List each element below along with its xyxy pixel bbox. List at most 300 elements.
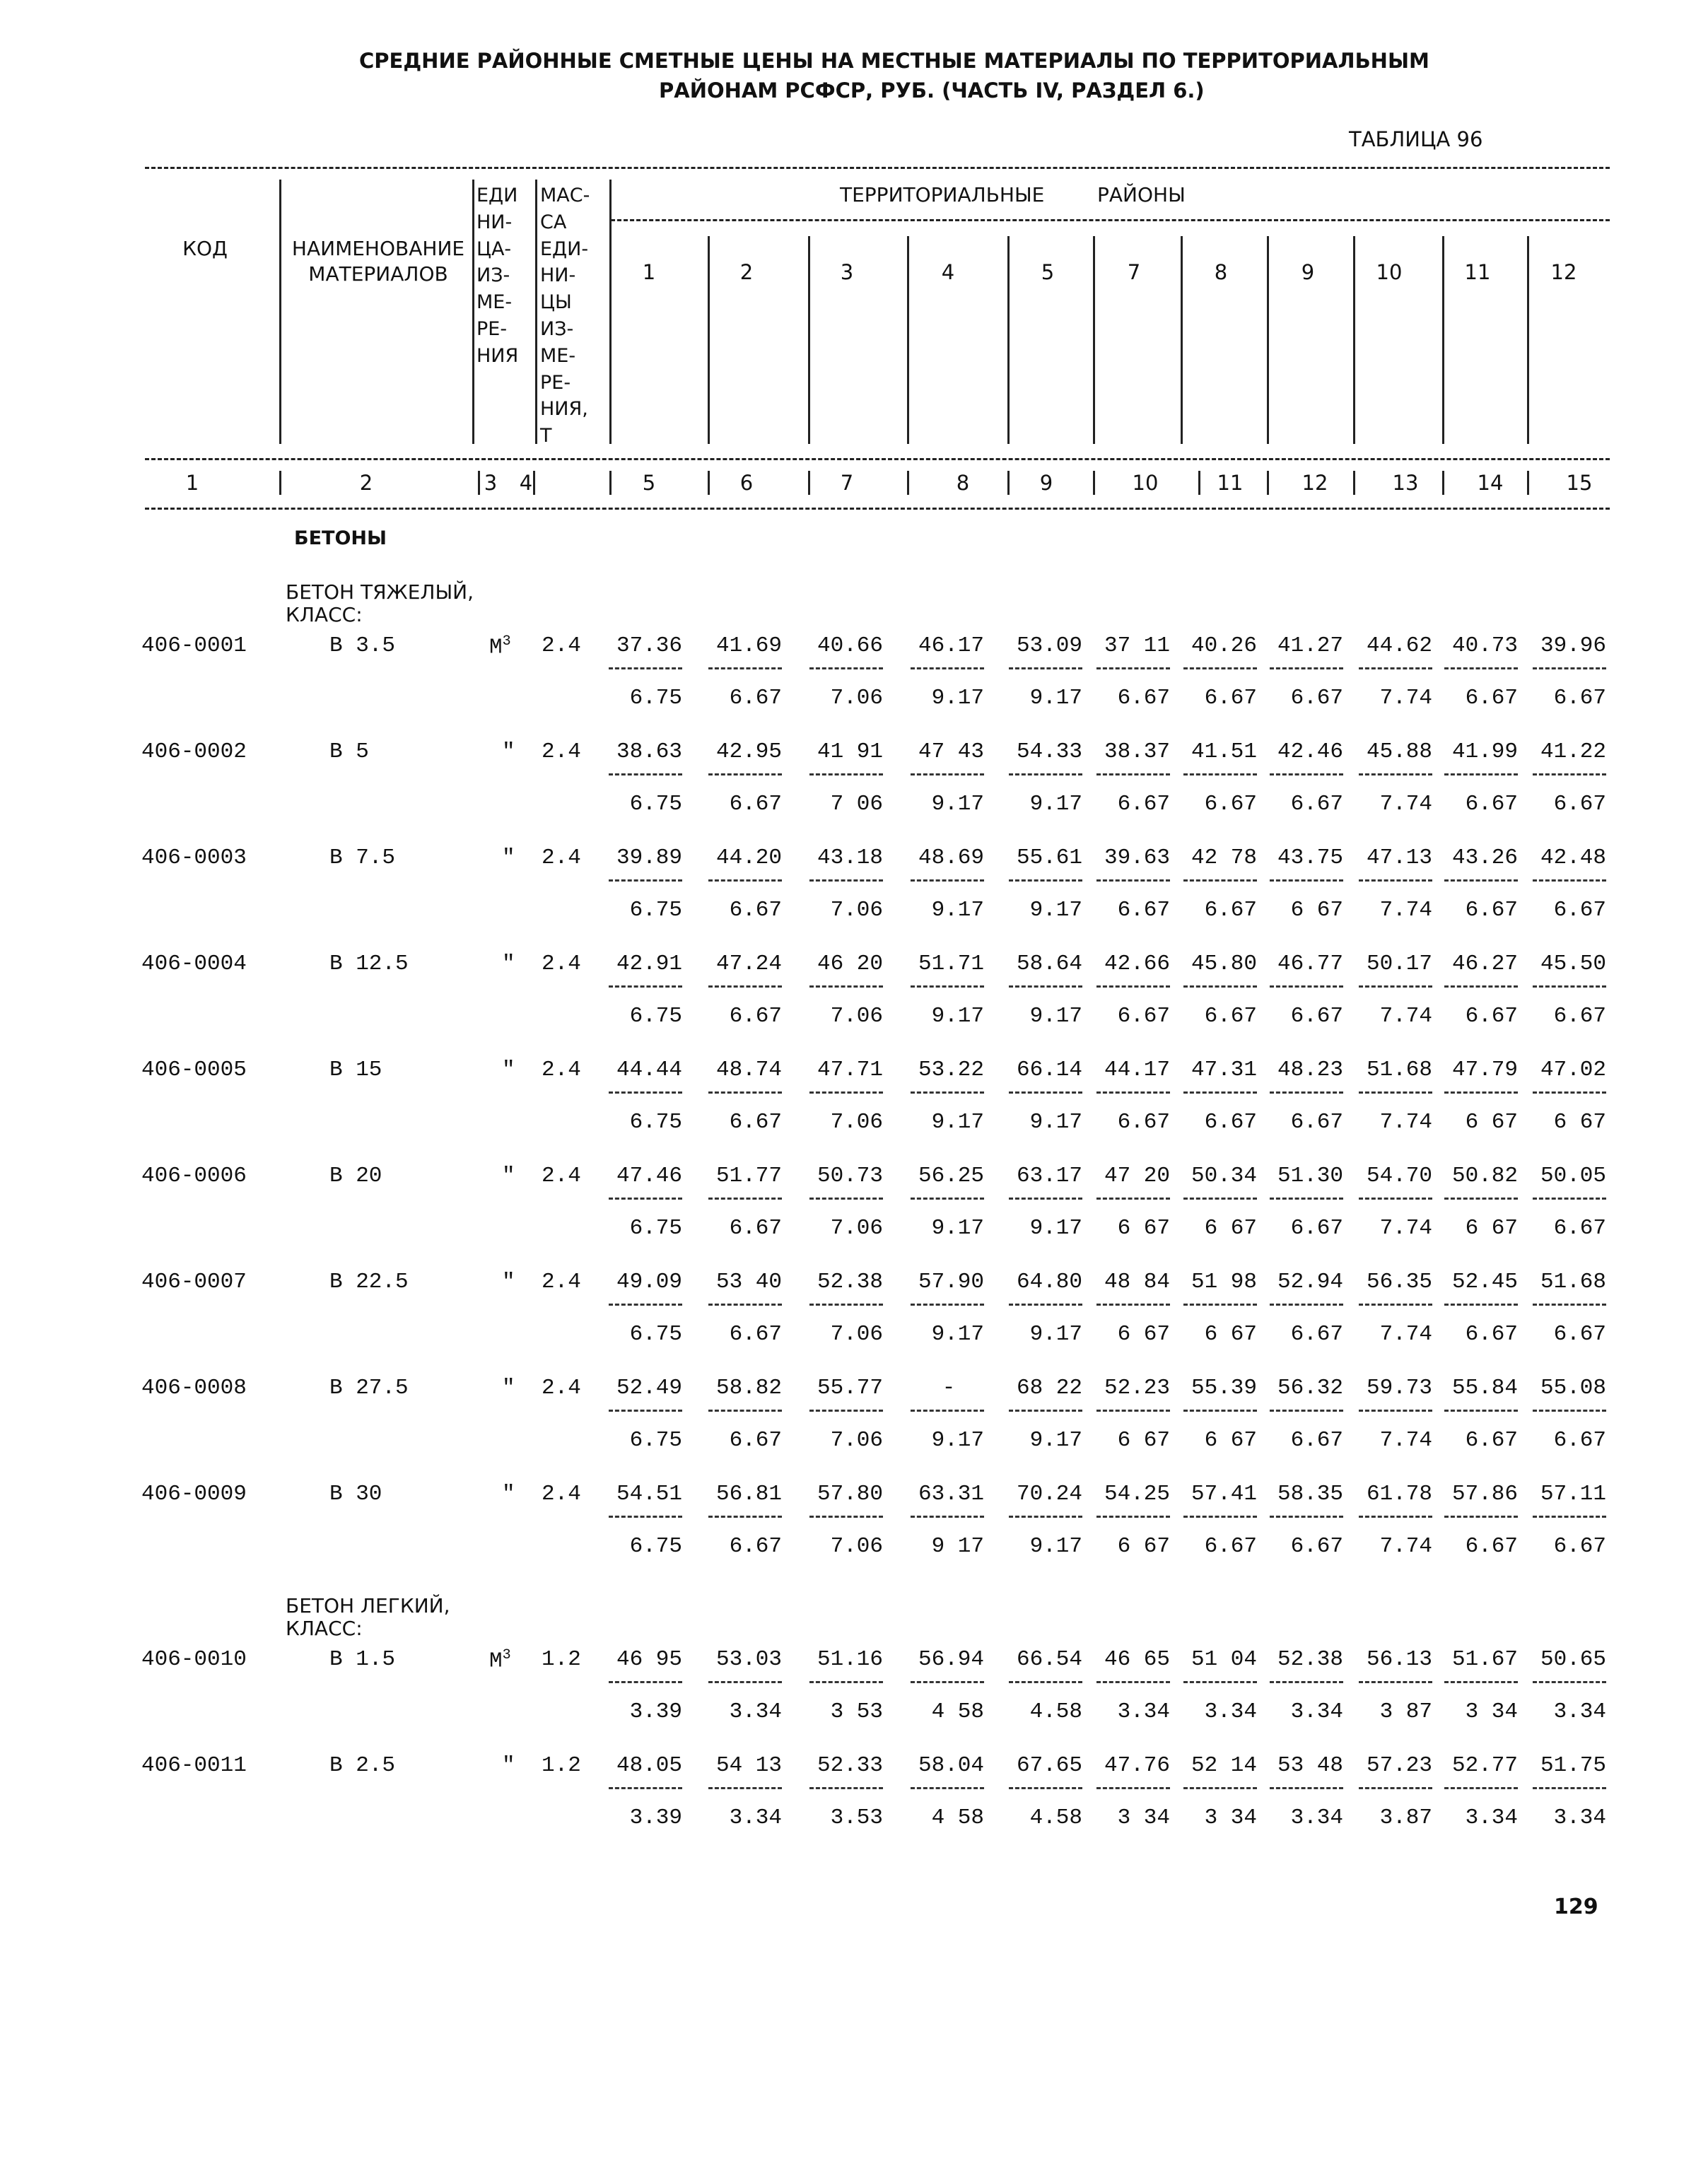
header-top-rule <box>145 167 1610 169</box>
fraction-divider <box>1359 667 1432 669</box>
transport-cost-cell: 9.17 <box>931 1110 984 1135</box>
price-cell: 45.80 <box>1191 952 1257 976</box>
transport-cost-cell: 9.17 <box>1029 1004 1082 1029</box>
unit-mass: 2.4 <box>542 739 581 764</box>
price-cell: 63.17 <box>1016 1164 1082 1188</box>
price-cell: 55.61 <box>1016 845 1082 870</box>
fraction-divider <box>1444 1410 1518 1412</box>
unit-text: " <box>502 845 515 870</box>
fraction-divider <box>911 1198 984 1200</box>
fraction-divider <box>809 879 883 882</box>
price-cell: 47 20 <box>1104 1164 1170 1188</box>
price-cell: 57.90 <box>918 1270 984 1294</box>
transport-cost-cell: 6.67 <box>729 1534 782 1559</box>
transport-cost-cell: 6.67 <box>1465 686 1518 710</box>
fraction-divider <box>809 1787 883 1789</box>
transport-cost-cell: 3.34 <box>1465 1805 1518 1830</box>
price-cell: 41.69 <box>715 633 782 658</box>
column-number-separator <box>808 471 810 495</box>
price-cell: 56.25 <box>918 1164 984 1188</box>
fraction-divider <box>609 1516 682 1518</box>
price-cell: 51.75 <box>1540 1753 1606 1778</box>
column-number-separator <box>279 471 281 495</box>
transport-cost-cell: 6.75 <box>629 686 682 710</box>
transport-cost-cell: 6 67 <box>1553 1110 1606 1135</box>
price-cell: 53.03 <box>715 1647 782 1672</box>
regions-rule <box>611 219 1610 221</box>
fraction-divider <box>1270 1091 1343 1094</box>
unit-text: " <box>502 739 515 764</box>
price-cell: 51.77 <box>715 1164 782 1188</box>
transport-cost-cell: 3.87 <box>1379 1805 1432 1830</box>
region-number: 4 <box>941 260 955 284</box>
header-column-separator <box>279 180 281 444</box>
fraction-divider <box>1444 1091 1518 1094</box>
price-cell: 54.25 <box>1104 1482 1170 1506</box>
price-cell: 58.64 <box>1016 952 1082 976</box>
fraction-divider <box>1444 773 1518 775</box>
fraction-divider <box>708 879 782 882</box>
title-line-1: СРЕДНИЕ РАЙОННЫЕ СМЕТНЫЕ ЦЕНЫ НА МЕСТНЫЕ МАТЕРИАЛЫ ПО ТЕРРИТОРИАЛЬНЫМ <box>359 49 1429 73</box>
price-cell: 54.51 <box>616 1482 682 1506</box>
fraction-divider <box>1096 985 1170 988</box>
transport-cost-cell: 6 67 <box>1117 1322 1170 1347</box>
fraction-divider <box>1533 879 1606 882</box>
title-line-2: РАЙОНАМ РСФСР, РУБ. (ЧАСТЬ IV, РАЗДЕЛ 6.) <box>659 78 1205 103</box>
price-cell: 47.76 <box>1104 1753 1170 1778</box>
transport-cost-cell: 6.75 <box>629 1428 682 1453</box>
fraction-divider <box>1359 879 1432 882</box>
transport-cost-cell: 6.75 <box>629 1216 682 1241</box>
transport-cost-cell: 9.17 <box>931 1216 984 1241</box>
price-cell: 50.05 <box>1540 1164 1606 1188</box>
fraction-divider <box>1533 667 1606 669</box>
transport-cost-cell: 6.67 <box>1290 1534 1343 1559</box>
column-number-separator <box>609 471 612 495</box>
price-cell: 52.77 <box>1451 1753 1518 1778</box>
unit-mass: 1.2 <box>542 1753 581 1778</box>
price-cell: 39.63 <box>1104 845 1170 870</box>
transport-cost-cell: 6.67 <box>1290 686 1343 710</box>
fraction-divider <box>809 773 883 775</box>
header-column-separator <box>1353 236 1355 444</box>
price-cell: 42.91 <box>616 952 682 976</box>
price-cell: 51.30 <box>1277 1164 1343 1188</box>
price-cell: 56.32 <box>1277 1376 1343 1400</box>
transport-cost-cell: 3.34 <box>1117 1699 1170 1724</box>
price-cell: 51.68 <box>1540 1270 1606 1294</box>
material-name: В 2.5 <box>329 1753 396 1778</box>
price-cell: 47.46 <box>616 1164 682 1188</box>
transport-cost-cell: 6.67 <box>1465 1322 1518 1347</box>
transport-cost-cell: 6.67 <box>1204 898 1257 923</box>
fraction-divider <box>1183 879 1257 882</box>
price-cell: 56.94 <box>918 1647 984 1672</box>
fraction-divider <box>911 1516 984 1518</box>
price-cell: 44.44 <box>616 1058 682 1082</box>
transport-cost-cell: 9.17 <box>931 1428 984 1453</box>
group-title-line-2: КЛАСС: <box>286 1617 363 1640</box>
fraction-divider <box>911 879 984 882</box>
price-cell: 64.80 <box>1016 1270 1082 1294</box>
transport-cost-cell: 6.67 <box>1465 1428 1518 1453</box>
material-code: 406-0004 <box>141 952 247 976</box>
transport-cost-cell: 6.67 <box>729 1322 782 1347</box>
price-cell: 57.11 <box>1540 1482 1606 1506</box>
fraction-divider <box>708 1304 782 1306</box>
transport-cost-cell: 4 58 <box>931 1699 984 1724</box>
header-column-separator <box>1007 236 1010 444</box>
price-cell: 68 22 <box>1016 1376 1082 1400</box>
transport-cost-cell: 9.17 <box>931 1004 984 1029</box>
price-cell: 53 48 <box>1277 1753 1343 1778</box>
price-cell: 46.17 <box>918 633 984 658</box>
transport-cost-cell: 6.75 <box>629 1534 682 1559</box>
transport-cost-cell: 7.74 <box>1379 1322 1432 1347</box>
fraction-divider <box>708 1681 782 1683</box>
transport-cost-cell: 6 67 <box>1117 1534 1170 1559</box>
price-cell: 48.74 <box>715 1058 782 1082</box>
unit-mass: 2.4 <box>542 1376 581 1400</box>
transport-cost-cell: 7.06 <box>830 1428 883 1453</box>
region-number: 11 <box>1464 260 1491 284</box>
fraction-divider <box>809 1198 883 1200</box>
fraction-divider <box>1009 1198 1082 1200</box>
price-cell: 47.13 <box>1366 845 1432 870</box>
fraction-divider <box>1444 1516 1518 1518</box>
transport-cost-cell: 9 17 <box>931 1534 984 1559</box>
transport-cost-cell: 9.17 <box>1029 1216 1082 1241</box>
fraction-divider <box>1096 1091 1170 1094</box>
region-number: 9 <box>1301 260 1315 284</box>
column-number: 5 <box>642 471 656 495</box>
price-cell: 53.09 <box>1016 633 1082 658</box>
transport-cost-cell: 6.75 <box>629 1322 682 1347</box>
transport-cost-cell: 9.17 <box>931 1322 984 1347</box>
fraction-divider <box>1009 1681 1082 1683</box>
fraction-divider <box>1183 1516 1257 1518</box>
fraction-divider <box>609 1681 682 1683</box>
price-cell: 57.41 <box>1191 1482 1257 1506</box>
price-cell: 47.02 <box>1540 1058 1606 1082</box>
fraction-divider <box>1359 1198 1432 1200</box>
transport-cost-cell: 7.06 <box>830 686 883 710</box>
price-cell: 44.17 <box>1104 1058 1170 1082</box>
transport-cost-cell: 6.67 <box>1553 898 1606 923</box>
fraction-divider <box>1096 1787 1170 1789</box>
material-code: 406-0008 <box>141 1376 247 1400</box>
price-cell: 51.68 <box>1366 1058 1432 1082</box>
header-column-separator <box>609 180 612 444</box>
column-number-separator <box>1093 471 1095 495</box>
material-name: В 3.5 <box>329 633 396 658</box>
fraction-divider <box>609 773 682 775</box>
price-cell: 52.45 <box>1451 1270 1518 1294</box>
price-cell: 56.35 <box>1366 1270 1432 1294</box>
group-title-line-2: КЛАСС: <box>286 603 363 626</box>
price-cell: 46 20 <box>817 952 883 976</box>
unit <box>489 1647 511 1673</box>
transport-cost-cell: 6.67 <box>1117 792 1170 816</box>
unit <box>502 1753 515 1778</box>
transport-cost-cell: 7.06 <box>830 1322 883 1347</box>
fraction-divider <box>911 985 984 988</box>
price-cell: - <box>942 1376 956 1400</box>
price-cell: 52.38 <box>817 1270 883 1294</box>
material-code: 406-0001 <box>141 633 247 658</box>
transport-cost-cell: 6.67 <box>729 1216 782 1241</box>
price-cell: 61.78 <box>1366 1482 1432 1506</box>
column-number: 14 <box>1477 471 1504 495</box>
price-cell: 58.82 <box>715 1376 782 1400</box>
material-code: 406-0006 <box>141 1164 247 1188</box>
fraction-divider <box>609 1304 682 1306</box>
fraction-divider <box>1183 773 1257 775</box>
transport-cost-cell: 6.67 <box>1290 1004 1343 1029</box>
transport-cost-cell: 6 67 <box>1204 1216 1257 1241</box>
region-number: 5 <box>1041 260 1055 284</box>
price-cell: 52.23 <box>1104 1376 1170 1400</box>
transport-cost-cell: 6.67 <box>1204 792 1257 816</box>
transport-cost-cell: 7.74 <box>1379 1216 1432 1241</box>
transport-cost-cell: 6.67 <box>1204 1534 1257 1559</box>
transport-cost-cell: 3 34 <box>1465 1699 1518 1724</box>
transport-cost-cell: 7.06 <box>830 1216 883 1241</box>
fraction-divider <box>809 985 883 988</box>
transport-cost-cell: 3.34 <box>1204 1699 1257 1724</box>
price-cell: 41.22 <box>1540 739 1606 764</box>
column-number: 15 <box>1566 471 1593 495</box>
fraction-divider <box>1533 1410 1606 1412</box>
price-cell: 52 14 <box>1191 1753 1257 1778</box>
fraction-divider <box>1533 985 1606 988</box>
unit-text: " <box>502 952 515 976</box>
header-column-separator <box>708 236 710 444</box>
transport-cost-cell: 9.17 <box>931 792 984 816</box>
price-cell: 43.26 <box>1451 845 1518 870</box>
transport-cost-cell: 6 67 <box>1204 1322 1257 1347</box>
transport-cost-cell: 7.74 <box>1379 792 1432 816</box>
price-cell: 46.27 <box>1451 952 1518 976</box>
transport-cost-cell: 9.17 <box>1029 1534 1082 1559</box>
fraction-divider <box>1096 667 1170 669</box>
column-number: 11 <box>1217 471 1244 495</box>
transport-cost-cell: 9.17 <box>1029 792 1082 816</box>
fraction-divider <box>1009 1787 1082 1789</box>
header-column-separator <box>1267 236 1269 444</box>
transport-cost-cell: 3 53 <box>830 1699 883 1724</box>
fraction-divider <box>911 1091 984 1094</box>
price-cell: 55.08 <box>1540 1376 1606 1400</box>
fraction-divider <box>1270 1304 1343 1306</box>
price-cell: 41.51 <box>1191 739 1257 764</box>
page-number: 129 <box>1554 1895 1598 1919</box>
fraction-divider <box>809 1516 883 1518</box>
fraction-divider <box>1444 667 1518 669</box>
price-cell: 40.66 <box>817 633 883 658</box>
fraction-divider <box>1359 985 1432 988</box>
fraction-divider <box>1270 1198 1343 1200</box>
fraction-divider <box>1270 773 1343 775</box>
fraction-divider <box>1096 1516 1170 1518</box>
unit-text: " <box>502 1482 515 1506</box>
fraction-divider <box>1359 1516 1432 1518</box>
price-cell: 47 43 <box>918 739 984 764</box>
price-cell: 48.05 <box>616 1753 682 1778</box>
unit-mass: 2.4 <box>542 1058 581 1082</box>
fraction-divider <box>809 667 883 669</box>
fraction-divider <box>708 1198 782 1200</box>
price-cell: 51.67 <box>1451 1647 1518 1672</box>
fraction-divider <box>609 667 682 669</box>
column-number: 10 <box>1132 471 1159 495</box>
price-cell: 55.77 <box>817 1376 883 1400</box>
price-cell: 48.23 <box>1277 1058 1343 1082</box>
transport-cost-cell: 6.67 <box>1290 1110 1343 1135</box>
transport-cost-cell: 6.75 <box>629 898 682 923</box>
fraction-divider <box>1183 1198 1257 1200</box>
fraction-divider <box>1444 1681 1518 1683</box>
unit <box>489 633 511 660</box>
fraction-divider <box>1183 985 1257 988</box>
transport-cost-cell: 6.67 <box>1465 898 1518 923</box>
price-cell: 46 65 <box>1104 1647 1170 1672</box>
transport-cost-cell: 3 34 <box>1204 1805 1257 1830</box>
fraction-divider <box>1183 667 1257 669</box>
price-cell: 39.89 <box>616 845 682 870</box>
price-cell: 51.16 <box>817 1647 883 1672</box>
column-number: 8 <box>956 471 970 495</box>
region-number: 2 <box>739 260 754 284</box>
fraction-divider <box>1009 1304 1082 1306</box>
price-cell: 48 84 <box>1104 1270 1170 1294</box>
column-number: 2 <box>359 471 373 495</box>
unit-text: М <box>489 1649 503 1674</box>
fraction-divider <box>1533 1516 1606 1518</box>
transport-cost-cell: 6.75 <box>629 1110 682 1135</box>
fraction-divider <box>1096 773 1170 775</box>
material-name: В 30 <box>329 1482 382 1506</box>
header-column-separator <box>808 236 810 444</box>
transport-cost-cell: 6.75 <box>629 1004 682 1029</box>
header-regions: РАЙОНЫ <box>1097 183 1186 206</box>
fraction-divider <box>911 1304 984 1306</box>
fraction-divider <box>609 1198 682 1200</box>
column-number-separator <box>1353 471 1355 495</box>
fraction-divider <box>809 1304 883 1306</box>
price-cell: 58.35 <box>1277 1482 1343 1506</box>
fraction-divider <box>1359 1091 1432 1094</box>
transport-cost-cell: 6.67 <box>729 686 782 710</box>
fraction-divider <box>1183 1304 1257 1306</box>
price-cell: 55.39 <box>1191 1376 1257 1400</box>
price-cell: 53 40 <box>715 1270 782 1294</box>
material-name: В 20 <box>329 1164 382 1188</box>
section-heading: БЕТОНЫ <box>294 527 387 549</box>
fraction-divider <box>609 1787 682 1789</box>
fraction-divider <box>911 667 984 669</box>
header-mass: МАС- СА ЕДИ- НИ- ЦЫ ИЗ- МЕ- РЕ- НИЯ, Т <box>540 185 590 447</box>
fraction-divider <box>609 1091 682 1094</box>
price-cell: 40.73 <box>1451 633 1518 658</box>
transport-cost-cell: 6.67 <box>1553 1428 1606 1453</box>
fraction-divider <box>1359 773 1432 775</box>
unit <box>502 739 515 764</box>
fraction-divider <box>1183 1681 1257 1683</box>
price-cell: 50.73 <box>817 1164 883 1188</box>
transport-cost-cell: 3.39 <box>629 1699 682 1724</box>
transport-cost-cell: 3.34 <box>1553 1699 1606 1724</box>
transport-cost-cell: 7.06 <box>830 1004 883 1029</box>
price-cell: 47.71 <box>817 1058 883 1082</box>
price-cell: 41.27 <box>1277 633 1343 658</box>
material-name: В 12.5 <box>329 952 409 976</box>
price-cell: 47.79 <box>1451 1058 1518 1082</box>
fraction-divider <box>1533 1198 1606 1200</box>
transport-cost-cell: 7.74 <box>1379 686 1432 710</box>
group-title-line-1: БЕТОН ЛЕГКИЙ, <box>286 1594 450 1617</box>
transport-cost-cell: 7.74 <box>1379 1004 1432 1029</box>
material-name: В 22.5 <box>329 1270 409 1294</box>
material-code: 406-0005 <box>141 1058 247 1082</box>
material-name: В 7.5 <box>329 845 396 870</box>
transport-cost-cell: 4 58 <box>931 1805 984 1830</box>
fraction-divider <box>1009 667 1082 669</box>
price-cell: 66.14 <box>1016 1058 1082 1082</box>
material-name: В 1.5 <box>329 1647 396 1672</box>
unit-mass: 2.4 <box>542 1164 581 1188</box>
unit-text: " <box>502 1270 515 1294</box>
transport-cost-cell: 6.67 <box>729 1110 782 1135</box>
fraction-divider <box>1270 1410 1343 1412</box>
price-cell: 70.24 <box>1016 1482 1082 1506</box>
price-cell: 50.65 <box>1540 1647 1606 1672</box>
price-cell: 44.20 <box>715 845 782 870</box>
fraction-divider <box>1533 1304 1606 1306</box>
price-cell: 45.88 <box>1366 739 1432 764</box>
fraction-divider <box>1533 1091 1606 1094</box>
transport-cost-cell: 7.74 <box>1379 1110 1432 1135</box>
column-number: 13 <box>1392 471 1419 495</box>
header-name-line-1: НАИМЕНОВАНИЕ <box>291 237 465 260</box>
transport-cost-cell: 6.67 <box>1117 1004 1170 1029</box>
fraction-divider <box>1444 1304 1518 1306</box>
price-cell: 46 95 <box>616 1647 682 1672</box>
fraction-divider <box>708 1091 782 1094</box>
transport-cost-cell: 6.67 <box>1465 1004 1518 1029</box>
transport-cost-cell: 6 67 <box>1465 1110 1518 1135</box>
header-column-separator <box>472 180 474 444</box>
price-cell: 59.73 <box>1366 1376 1432 1400</box>
price-cell: 51.71 <box>918 952 984 976</box>
fraction-divider <box>708 1516 782 1518</box>
unit <box>502 952 515 976</box>
price-cell: 42.46 <box>1277 739 1343 764</box>
price-cell: 57.86 <box>1451 1482 1518 1506</box>
region-number: 8 <box>1214 260 1228 284</box>
fraction-divider <box>1183 1091 1257 1094</box>
transport-cost-cell: 9.17 <box>1029 686 1082 710</box>
transport-cost-cell: 6.67 <box>729 792 782 816</box>
transport-cost-cell: 6.67 <box>1204 1004 1257 1029</box>
price-cell: 66.54 <box>1016 1647 1082 1672</box>
region-number: 1 <box>642 260 656 284</box>
fraction-divider <box>1270 985 1343 988</box>
material-code: 406-0010 <box>141 1647 247 1672</box>
fraction-divider <box>911 773 984 775</box>
fraction-divider <box>1444 879 1518 882</box>
price-cell: 40.26 <box>1191 633 1257 658</box>
